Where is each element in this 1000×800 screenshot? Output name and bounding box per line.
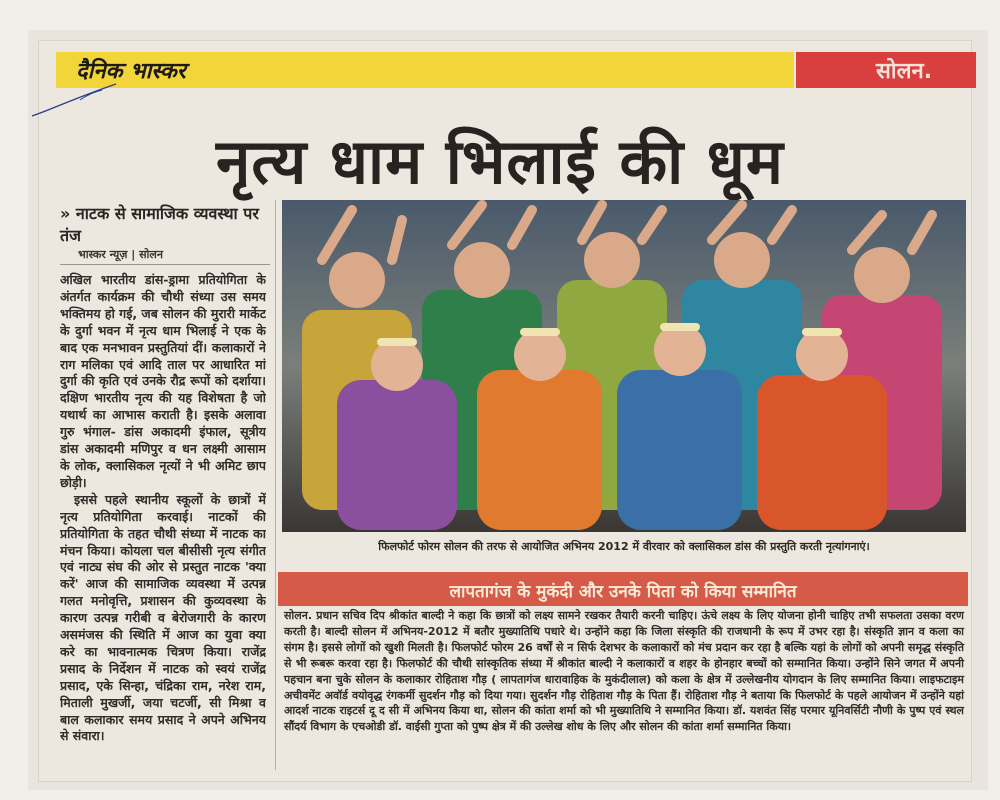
- divider: [60, 264, 270, 265]
- pen-mark: [30, 80, 120, 120]
- headline: नृत्य धाम भिलाई की धूम: [215, 125, 784, 198]
- secondary-article-body: [284, 608, 964, 735]
- byline: भास्कर न्यूज़ | सोलन: [78, 248, 163, 261]
- masthead-logo-band: [56, 52, 794, 88]
- photo-caption: फिलफोर्ट फोरम सोलन की तरफ से आयोजित अभिनय 2012 में वीरवार को क्लासिकल डांस की प्रस्तुति करती नृत्यांगनाएं।: [378, 540, 870, 553]
- subheadline: लापतागंज के मुकंदी और उनके पिता को किया सम्मानित: [449, 582, 797, 602]
- subhead-banner: [278, 572, 968, 606]
- city-dateline: सोलन.: [876, 59, 933, 84]
- masthead-city-band: [796, 52, 976, 88]
- masthead: [56, 52, 976, 90]
- deck: » नाटक से सामाजिक व्यवस्था पर तंज: [60, 204, 259, 245]
- photo-illustration: [282, 200, 966, 532]
- dancers-photo: [282, 200, 966, 532]
- body-paragraph: सोलन. प्रधान सचिव दिप श्रीकांत बाल्दी ने कहा कि छात्रों को लक्ष्य सामने रखकर तैयारी करनी चाहिए। ऊंचे लक्ष्य के लिए योजना होनी चाहिए तभी सफलता उसका वरण करती है। बाल्दी सोलन में अभिनय-2012 में बतौर मुख्यातिथि पधारे थे। उन्होंने कहा कि जिला संस्कृति की राजधानी के रूप में उभर रहा है। संस्कृति ज्ञान व कला का संगम है। इससे लोगों को खुशी मिलती है। फिलफोर्ट फोरम 26 वर्षों से न सिर्फ देशभर के कलाकारों को मंच प्रदान कर रहा है बल्कि यहां के लोगों को अपनी समृद्ध संस्कृति से भी रूबरू करवा रहा है। फिलफोर्ट की चौथी सांस्कृतिक संध्या में श्रीकांत बाल्दी ने कलाकारों व शहर के होनहार बच्चों को सम्मानित किया। उन्होंने सिने जगत में अपनी पहचान बना चुके सोलन के कलाकार रोहिताश गौड़ ( लापतागंज धारावाहिक के मुकंदीलाल) को कला के क्षेत्र में उल्लेखनीय योगदान के लिए सम्मानित किया। लाइफटाइम अचीवमेंट अवॉर्ड वयोवृद्ध रंगकर्मी सुदर्शन गौड़ को दिया गया। सुदर्शन गौड़ रोहिताश गौड़ के पिता हैं। रोहिताश गौड़ ने बताया कि फिलफोर्ट के पहले आयोजन में उन्होंने यहां आदर्श नाटक राइटर्स दू द सी में अभिनय किया था, सोलन की कांता शर्मा को भी मुख्यातिथि ने सम्मानित किया। डॉ. यशवंत सिंह परमार यूनिवर्सिटी नौणी के पुष्प एवं स्थल सौंदर्य विभाग के एचओडी डॉ. वाईसी गुप्ता को पुष्प क्षेत्र में की उल्लेख शोध के लिए और सोलन की कांता शर्मा सम्मानित किया।: [284, 609, 964, 734]
- column-divider: [275, 200, 276, 770]
- newspaper-logo: दैनिक भास्कर: [76, 59, 186, 84]
- body-paragraph: अखिल भारतीय डांस-ड्रामा प्रतियोगिता के अंतर्गत कार्यक्रम की चौथी संध्या उस समय भक्तिमय हो गई, जब सोलन की मुरारी मार्केट के दुर्गा भवन में नृत्य धाम भिलाई ने एक के बाद एक मनभावन प्रस्तुतियां दीं। कलाकारों ने राग मलिका एवं आदि ताल पर आधारित मां दुर्गा की कृति एवं उनके रौद्र रूपों को दर्शाया। दक्षिण भारतीय नृत्य की यह विशेषता है जो यथार्थ का आभास कराती है। इसके अलावा गुरु भंगाल- डांस अकादमी इंफाल, सूत्रीय डांस अकादमी मणिपुर व धन लक्ष्मी आसाम के लोक, क्लासिकल नृत्यों ने भी अमिट छाप छोड़ी।: [60, 272, 266, 490]
- body-paragraph: इससे पहले स्थानीय स्कूलों के छात्रों में नृत्य प्रतियोगिता करवाई। नाटकों की प्रतियोगिता के तहत चौथी संध्या में नाटक का मंचन किया। कोयला चल बीसीसी नृत्य संगीत एवं नाट्य संघ की ओर से प्रस्तुत नाटक 'क्या करें' आज की सामाजिक व्यवस्था में उत्पन्न गलत मनोवृत्ति, प्रशासन की कुव्यवस्था के कारण उत्पन्न गरीबी व बेरोजगारी के कारण असमंजस की स्थिति में आज का युवा क्या करे का भावनात्मक चित्रण किया। राजेंद्र प्रसाद के निर्देशन में नाटक को स्वयं राजेंद्र प्रसाद, एके सिन्हा, चंद्रिका राम, नरेश राम, मिताली मुखर्जी, जया चटर्जी, सी मिश्रा व बाल कलाकार समय प्रसाद ने अपने अभिनय से संवारा।: [60, 491, 266, 744]
- article-body: [60, 272, 266, 772]
